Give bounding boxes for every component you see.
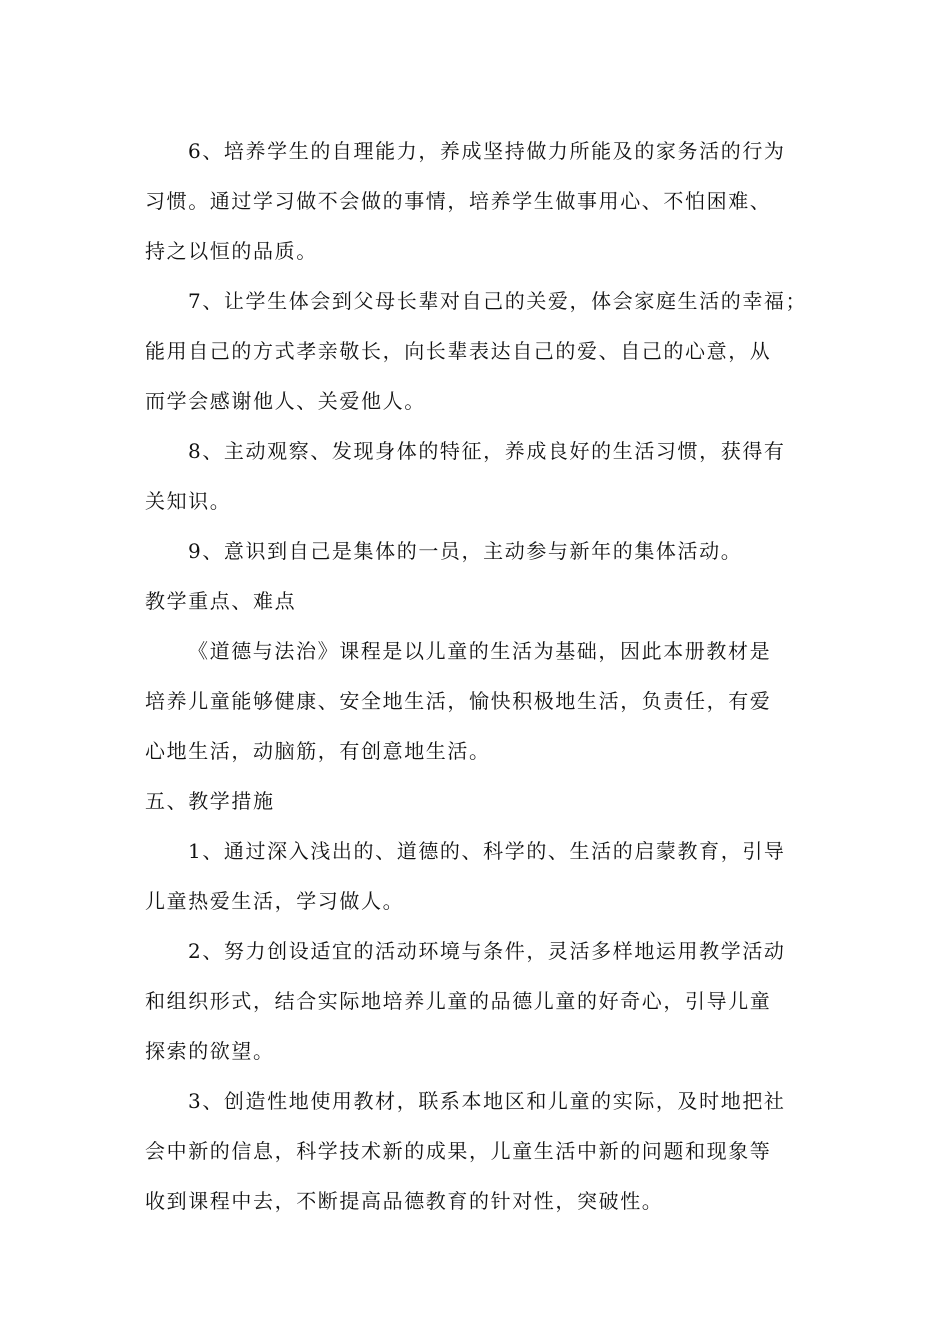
text-line: 《道德与法治》课程是以儿童的生活为基础，因此本册教材是	[188, 639, 772, 663]
text-line: 持之以恒的品质。	[145, 239, 318, 263]
text-line: 2、努力创设适宜的活动环境与条件，灵活多样地运用教学活动	[188, 939, 786, 963]
text-line: 8、主动观察、发现身体的特征，养成良好的生活习惯，获得有	[188, 439, 786, 463]
text-line: 1、通过深入浅出的、道德的、科学的、生活的启蒙教育，引导	[188, 839, 786, 863]
text-line: 关知识。	[145, 489, 232, 513]
text-line: 和组织形式，结合实际地培养儿童的品德儿童的好奇心，引导儿童	[145, 989, 772, 1013]
text-line: 7、让学生体会到父母长辈对自己的关爱，体会家庭生活的幸福；	[188, 289, 808, 313]
text-line: 会中新的信息，科学技术新的成果，儿童生活中新的问题和现象等	[145, 1139, 772, 1163]
text-line: 习惯。通过学习做不会做的事情，培养学生做事用心、不怕困难、	[145, 189, 772, 213]
text-line: 培养儿童能够健康、安全地生活，愉快积极地生活，负责任，有爱	[145, 689, 772, 713]
text-line: 9、意识到自己是集体的一员，主动参与新年的集体活动。	[188, 539, 743, 563]
section-heading: 五、教学措施	[145, 789, 275, 813]
section-heading: 教学重点、难点	[145, 589, 297, 613]
text-line: 能用自己的方式孝亲敬长，向长辈表达自己的爱、自己的心意，从	[145, 339, 772, 363]
text-line: 6、培养学生的自理能力，养成坚持做力所能及的家务活的行为	[188, 139, 786, 163]
text-line: 心地生活，动脑筋，有创意地生活。	[145, 739, 491, 763]
text-line: 探索的欲望。	[145, 1039, 275, 1063]
text-line: 儿童热爱生活，学习做人。	[145, 889, 405, 913]
text-line: 而学会感谢他人、关爱他人。	[145, 389, 426, 413]
text-line: 收到课程中去，不断提高品德教育的针对性，突破性。	[145, 1189, 664, 1213]
text-line: 3、创造性地使用教材，联系本地区和儿童的实际，及时地把社	[188, 1089, 786, 1113]
